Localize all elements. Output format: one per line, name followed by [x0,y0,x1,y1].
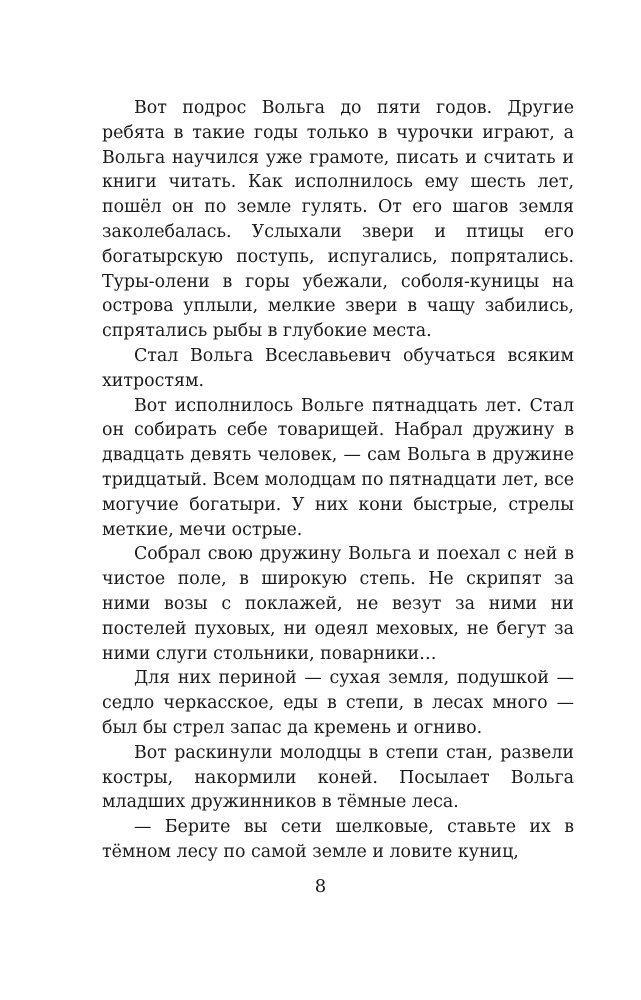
page-text [102,96,574,865]
paragraph-1: Вот подрос Вольга до пяти годов. Другие ребята в такие годы только в чурочки играют, а Вольга научился уже грамоте, писать и считать и книги читать. Как исполнилось ему шесть лет, пошёл он по земле гулять. От его шагов земля заколебалась. Услыхали звери и птицы его богатырскую поступь, испугались, попрятались. Туры-олени в горы убежали, соболя-куницы на острова уплыли, мелкие звери в чащу забились, спрятались рыбы в глубокие места. [102,98,574,342]
page-number: 8 [314,876,327,897]
paragraph-5: Для них периной — сухая земля, подушкой — седло черкасское, еды в степи, в лесах много — был бы стрел запас да кремень и огниво. [102,668,574,738]
paragraph-6: Вот раскинули молодцы в степи стан, развели костры, накормили коней. Посылает Вольга младших дружинников в тёмные леса. [102,742,574,813]
paragraph-7: — Берите вы сети шелковые, ставьте их в тёмном лесу по самой земле и ловите куниц, [102,817,574,862]
paragraph-4: Собрал свою дружину Вольга и поехал с ней в чистое поле, в широкую степь. Не скрипят за ними возы с поклажей, не везут за ними ни постелей пуховых, ни одеял меховых, не бегут за ними слуги стольники, поварники… [102,544,574,664]
paragraph-3: Вот исполнилось Вольге пятнадцать лет. Стал он собирать себе товарищей. Набрал дружину в двадцать девять человек, — сам Вольга в дружине тридцатый. Всем молодцам по пятнадцати лет, все могучие богатыри. У них кони быстрые, стрелы меткие, мечи острые. [102,395,574,540]
paragraph-2: Стал Вольга Всеславьевич обучаться всяким хитростям. [102,345,574,391]
